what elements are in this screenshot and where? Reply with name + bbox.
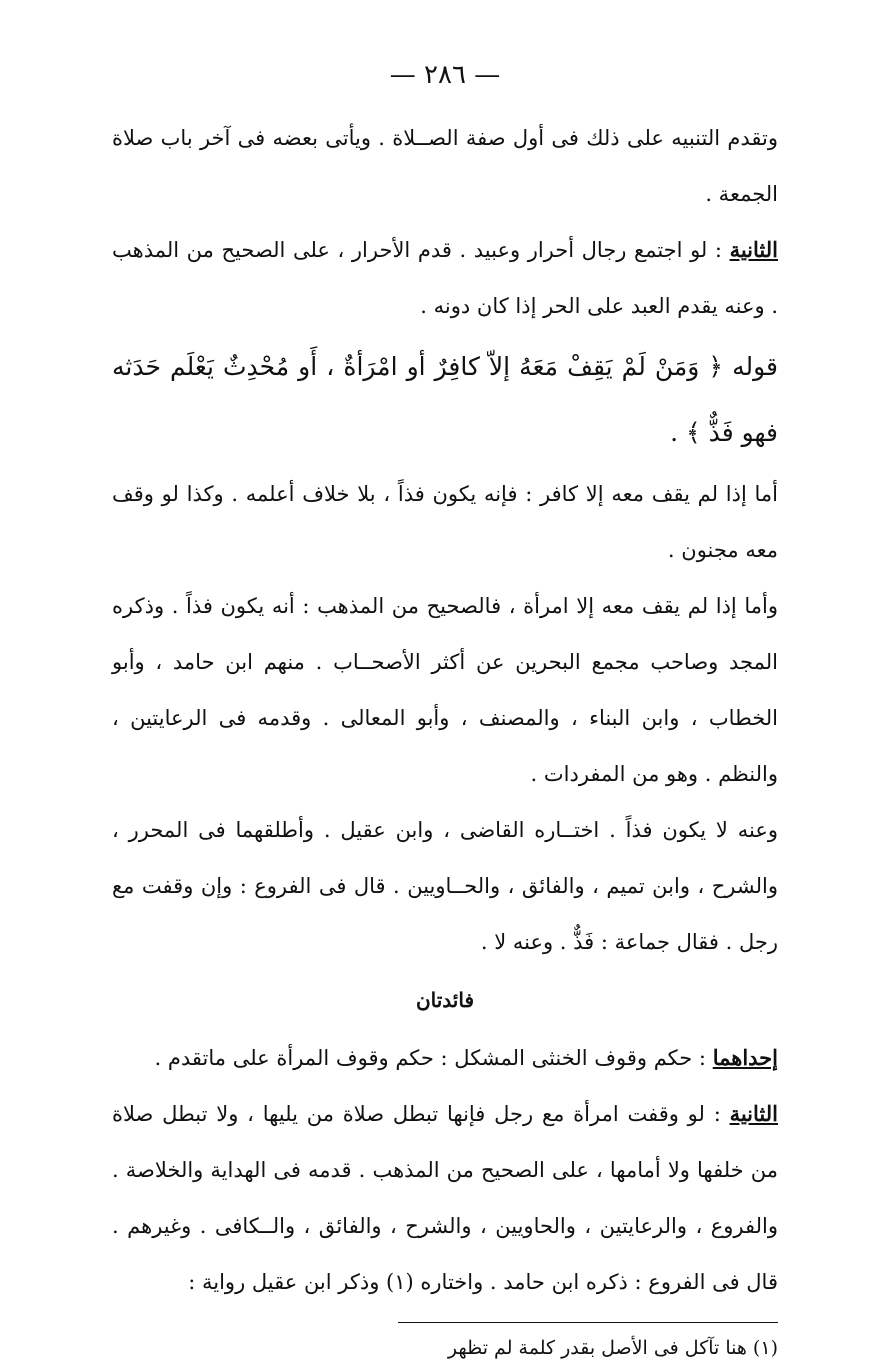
page-number: — ٢٨٦ — bbox=[389, 60, 501, 90]
paragraph-text: : حكم وقوف الخنثى المشكل : حكم وقوف المرأة على ماتقدم . bbox=[154, 1046, 707, 1070]
paragraph bbox=[112, 802, 778, 970]
section-heading: فائدتان bbox=[415, 988, 475, 1012]
paragraph bbox=[112, 110, 778, 222]
paragraph bbox=[112, 1030, 778, 1086]
paragraph-text: وعنه لا يكون فذاً . اختــاره القاضى ، وابن عقيل . وأطلقهما فى المحرر ، والشرح ، وابن تميم ، والفائق ، والحــاويين . قال فى الفروع : وإن وقفت مع رجل . فقال جماعة : فَذٌّ . وعنه لا . bbox=[112, 818, 778, 954]
footnote-divider bbox=[398, 1322, 778, 1323]
paragraph-lead: إحداهما bbox=[712, 1045, 778, 1070]
paragraph bbox=[112, 578, 778, 802]
paragraph bbox=[112, 1086, 778, 1310]
paragraph-text: : لو اجتمع رجال أحرار وعبيد . قدم الأحرار ، على الصحيح من المذهب . وعنه يقدم العبد على الحر إذا كان دونه . bbox=[112, 238, 778, 318]
paragraph-text: قوله ﴿ وَمَنْ لَمْ يَقِفْ مَعَهُ إلاّ كافِرٌ أو امْرَأةٌ ، أَو مُحْدِثٌ يَعْلَم حَدَثه فهو فَذٌّ ﴾ . bbox=[112, 352, 778, 447]
paragraph-lead: الثانية bbox=[729, 1101, 778, 1126]
paragraph bbox=[112, 222, 778, 334]
footnote: (١) هنا تآكل فى الأصل بقدر كلمة لم تظهر bbox=[447, 1337, 778, 1359]
paragraph-lead: الثانية bbox=[729, 237, 778, 262]
paragraph-text: وأما إذا لم يقف معه إلا امرأة ، فالصحيح من المذهب : أنه يكون فذاً . وذكره المجد وصاحب مجمع البحرين عن أكثر الأصحــاب . منهم ابن حامد ، وأبو الخطاب ، وابن البناء ، والمصنف ، وأبو المعالى . وقدمه فى الرعايتين ، والنظم . وهو من المفردات . bbox=[112, 594, 778, 786]
paragraph-text: وتقدم التنبيه على ذلك فى أول صفة الصــلاة . ويأتى بعضه فى آخر باب صلاة الجمعة . bbox=[112, 126, 778, 206]
paragraph-text: : لو وقفت امرأة مع رجل فإنها تبطل صلاة من يليها ، ولا تبطل صلاة من خلفها ولا أمامها ، على الصحيح من المذهب . قدمه فى الهداية والخلاصة . والفروع ، والرعايتين ، والحاويين ، والشرح ، والفائق ، والــكافى . وغيرهم . قال فى الفروع : ذكره ابن حامد . واختاره (١) وذكر ابن عقيل رواية : bbox=[112, 1102, 778, 1294]
paragraph bbox=[112, 466, 778, 578]
quran-quote bbox=[112, 334, 778, 466]
paragraph-text: أما إذا لم يقف معه إلا كافر : فإنه يكون فذاً ، بلا خلاف أعلمه . وكذا لو وقف معه مجنون . bbox=[112, 482, 778, 562]
